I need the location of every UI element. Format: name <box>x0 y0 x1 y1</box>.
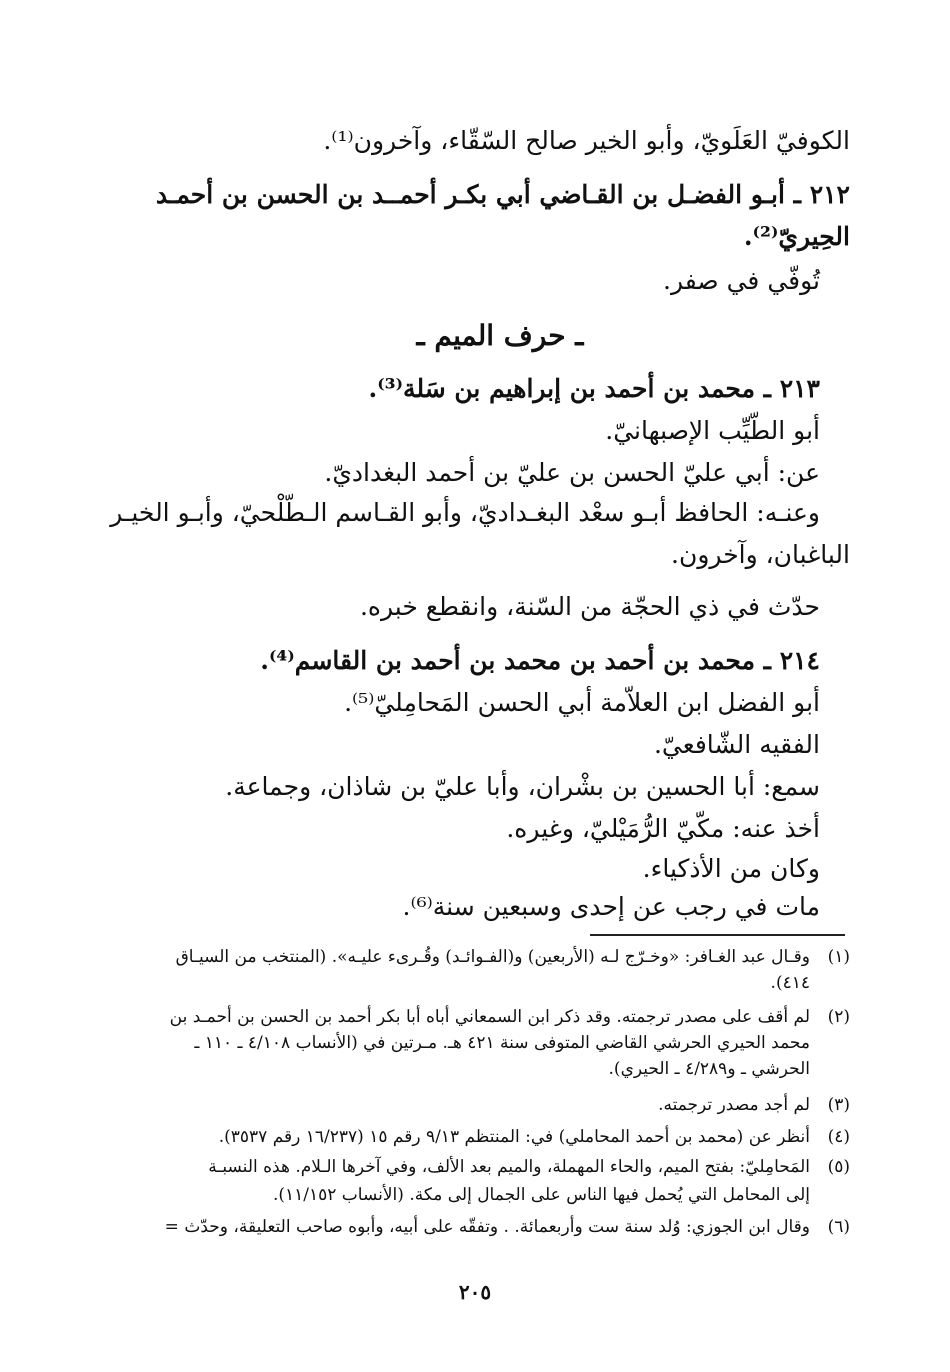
entry-212-heading: ٢١٢ ـ أبـو الفضـل بن القـاضي أبي بكـر أحمــد بن الحسن بن أحمـد <box>155 180 850 209</box>
footnote-divider <box>590 934 845 936</box>
entry-214-madhhab: الفقيه الشّافعيّ. <box>653 730 820 759</box>
entry-213-heading: ٢١٣ ـ محمد بن أحمد بن إبراهيم بن سَلة⁽³⁾. <box>368 374 820 403</box>
entry-214-note: وكان من الأذكياء. <box>642 854 820 883</box>
footnote-text: لم أجد مصدر ترجمته. <box>658 1095 810 1115</box>
footnote-number: (٤) <box>827 1127 850 1147</box>
footnote-text: أنظر عن (محمد بن أحمد المحاملي) في: المنتظم ٩/١٣ رقم ١٥ (١٦/٢٣٧ رقم ٣٥٣٧). <box>218 1127 810 1147</box>
page-number: ٢٠٥ <box>458 1280 492 1304</box>
entry-213-note: حدّث في ذي الحجّة من السّنة، وانقطع خبره. <box>359 592 820 621</box>
body-line-continuation: الكوفيّ العَلَويّ، وأبو الخير صالح السّقّاء، وآخرون⁽¹⁾. <box>323 126 850 155</box>
entry-214-students: أخذ عنه: مكّيّ الرُّمَيْليّ، وغيره. <box>506 814 820 843</box>
footnote-text: وقال ابن الجوزي: وُلد سنة ست وأربعمائة. . وتفقّه على أبيه، وأبوه صاحب التعليقة، وحدّث = <box>164 1217 810 1237</box>
footnote-number: (٢) <box>827 1007 850 1027</box>
footnote-text: وقـال عبد الغـافر: «وخـرّج لـه (الأربعين) و(الفـوائـد) وقُـرىء عليـه». (المنتخب من السيـاق <box>175 947 810 967</box>
footnote-number: (٣) <box>827 1095 850 1115</box>
entry-214-heading: ٢١٤ ـ محمد بن أحمد بن محمد بن أحمد بن القاسم⁽⁴⁾. <box>260 646 820 675</box>
footnote-text: الحرشي ـ و٤/٢٨٩ ـ الحيري). <box>608 1059 810 1079</box>
entry-213-students: وعنـه: الحافظ أبـو سعْد البغـداديّ، وأبو القـاسم الـطّلْحيّ، وأبـو الخيـر <box>110 498 820 527</box>
entry-213-students-cont: الباغبان، وآخرون. <box>671 540 850 569</box>
footnote-number: (٦) <box>827 1217 850 1237</box>
footnote-text: إلى المحامل التي يُحمل فيها الناس على الجمال إلى مكة. (الأنساب ١١/١٥٢). <box>272 1185 810 1205</box>
footnote-text: ٤١٤). <box>770 973 810 993</box>
entry-212-death: تُوفّي في صفر. <box>663 266 820 295</box>
footnote-text: محمد الحيري الحرشي القاضي المتوفى سنة ٤٢١ هـ. مـرتين في (الأنساب ٤/١٠٨ ـ ١١٠ ـ <box>194 1033 810 1053</box>
footnote-text: لم أقف على مصدر ترجمته. وقد ذكر ابن السمعاني أباه أبا بكر أحمد بن الحسن بن أحمـد بن <box>169 1007 810 1027</box>
entry-212-heading-cont: الحِيريّ⁽²⁾. <box>743 222 850 251</box>
entry-214-death: مات في رجب عن إحدى وسبعين سنة⁽⁶⁾. <box>402 892 820 921</box>
entry-214-heard: سمع: أبا الحسين بن بشْران، وأبا عليّ بن شاذان، وجماعة. <box>225 772 820 801</box>
footnote-number: (١) <box>827 947 850 967</box>
footnote-number: (٥) <box>827 1157 850 1177</box>
entry-213-teachers: عن: أبي عليّ الحسن بن عليّ بن أحمد البغداديّ. <box>324 458 820 487</box>
footnote-text: المَحامِليّ: بفتح الميم، والحاء المهملة، والميم بعد الألف، وفي آخرها الـلام. هذه النسبـة <box>208 1157 810 1177</box>
entry-214-kunya: أبو الفضل ابن العلاّمة أبي الحسن المَحامِليّ⁽⁵⁾. <box>344 688 820 717</box>
section-heading-mim: ـ حرف الميم ـ <box>416 319 584 352</box>
entry-213-kunya: أبو الطّيِّب الإصبهانيّ. <box>605 416 820 445</box>
